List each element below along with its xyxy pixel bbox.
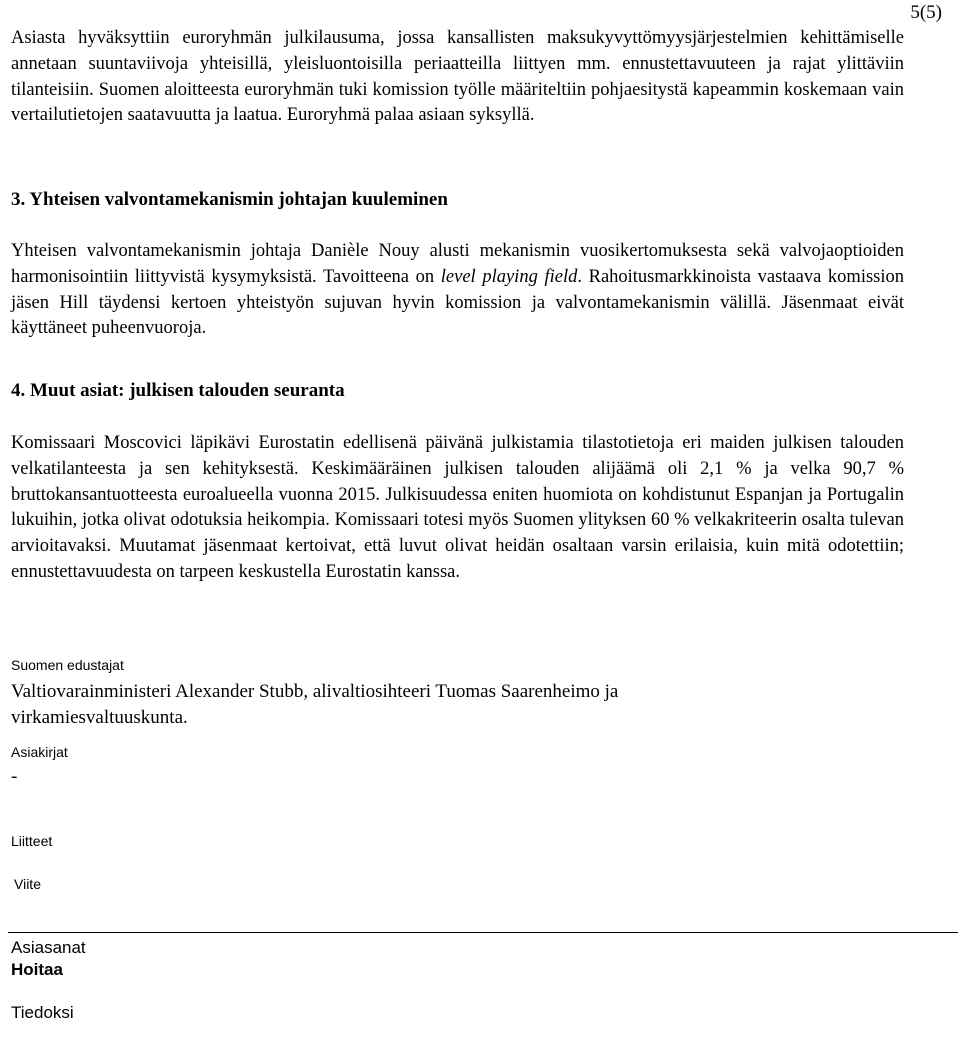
section-3-body-italic: level playing field <box>440 266 578 287</box>
representatives-label: Suomen edustajat <box>11 657 124 673</box>
documents-label: Asiakirjat <box>11 744 68 760</box>
documents-value: - <box>11 766 18 787</box>
keywords-label: Asiasanat <box>11 938 86 957</box>
section-4-heading: 4. Muut asiat: julkisen talouden seuranta <box>11 380 345 401</box>
page-number: 5(5) <box>910 2 942 23</box>
section-3-body-start: Yhteisen valvontamekanismin johtaja Danièle Nouy alusti mekanismin vuosikertomuksesta sekä valvojaoptioiden harmonisointiin liittyvistä kysymyksistä. Tavoitteena on <box>11 241 904 287</box>
section-3-body <box>11 239 904 342</box>
section-3-heading: 3. Yhteisen valvontamekanismin johtajan kuuleminen <box>11 189 448 210</box>
cc-label: Tiedoksi <box>11 1003 74 1022</box>
section-4-body: Komissaari Moscovici läpikävi Eurostatin edellisenä päivänä julkistamia tilastotietoja eri maiden julkisen talouden velkatilanteesta ja sen kehityksestä. Keskimääräinen julkisen talouden alijäämä oli 2,1 % ja velka 90,7 % bruttokansantuotteesta euroalueella vuonna 2015. Julkisuudessa eniten huomiota on kohdistunut Espanjan ja Portugalin lukuihin, jotka olivat odotuksia heikompia. Komissaari totesi myös Suomen ylityksen 60 % velkakriteerin osalta tulevan arvioitavaksi. Muutamat jäsenmaat kertoivat, että luvut olivat heidän osaltaan varsin erilaisia, kuin mitä odotettiin; ennustettavuudesta on tarpeen keskustella Eurostatin kanssa. <box>11 433 904 582</box>
divider-line <box>8 932 958 933</box>
intro-paragraph: Asiasta hyväksyttiin euroryhmän julkilausuma, jossa kansallisten maksukyvyttömyysjärjestelmien kehittämiselle annetaan suuntaviivoja yhteisillä, yleisluontoisilla periaatteilla liittyen mm. ennustettavuuteen ja rajat ylittäviin tilanteisiin. Suomen aloitteesta euroryhmän tuki komission työlle määriteltiin pohjaesitystä kapeammin koskemaan vain vertailutietojen saatavuutta ja laatua. Euroryhmä palaa asiaan syksyllä. <box>11 28 904 126</box>
keywords-value: Hoitaa <box>11 960 63 979</box>
representatives-value: Valtiovarainministeri Alexander Stubb, alivaltiosihteeri Tuomas Saarenheimo ja virkamiesvaltuuskunta. <box>11 681 619 728</box>
reference-label: Viite <box>14 876 41 892</box>
attachments-label: Liitteet <box>11 833 53 849</box>
section-3-body-end: . Rahoitusmarkkinoista vastaava komission jäsen Hill täydensi kertoen yhteistyön sujuvan hyvin komission ja valvontamekanismin välillä. Jäsenmaat eivät käyttäneet puheenvuoroja. <box>11 266 905 339</box>
